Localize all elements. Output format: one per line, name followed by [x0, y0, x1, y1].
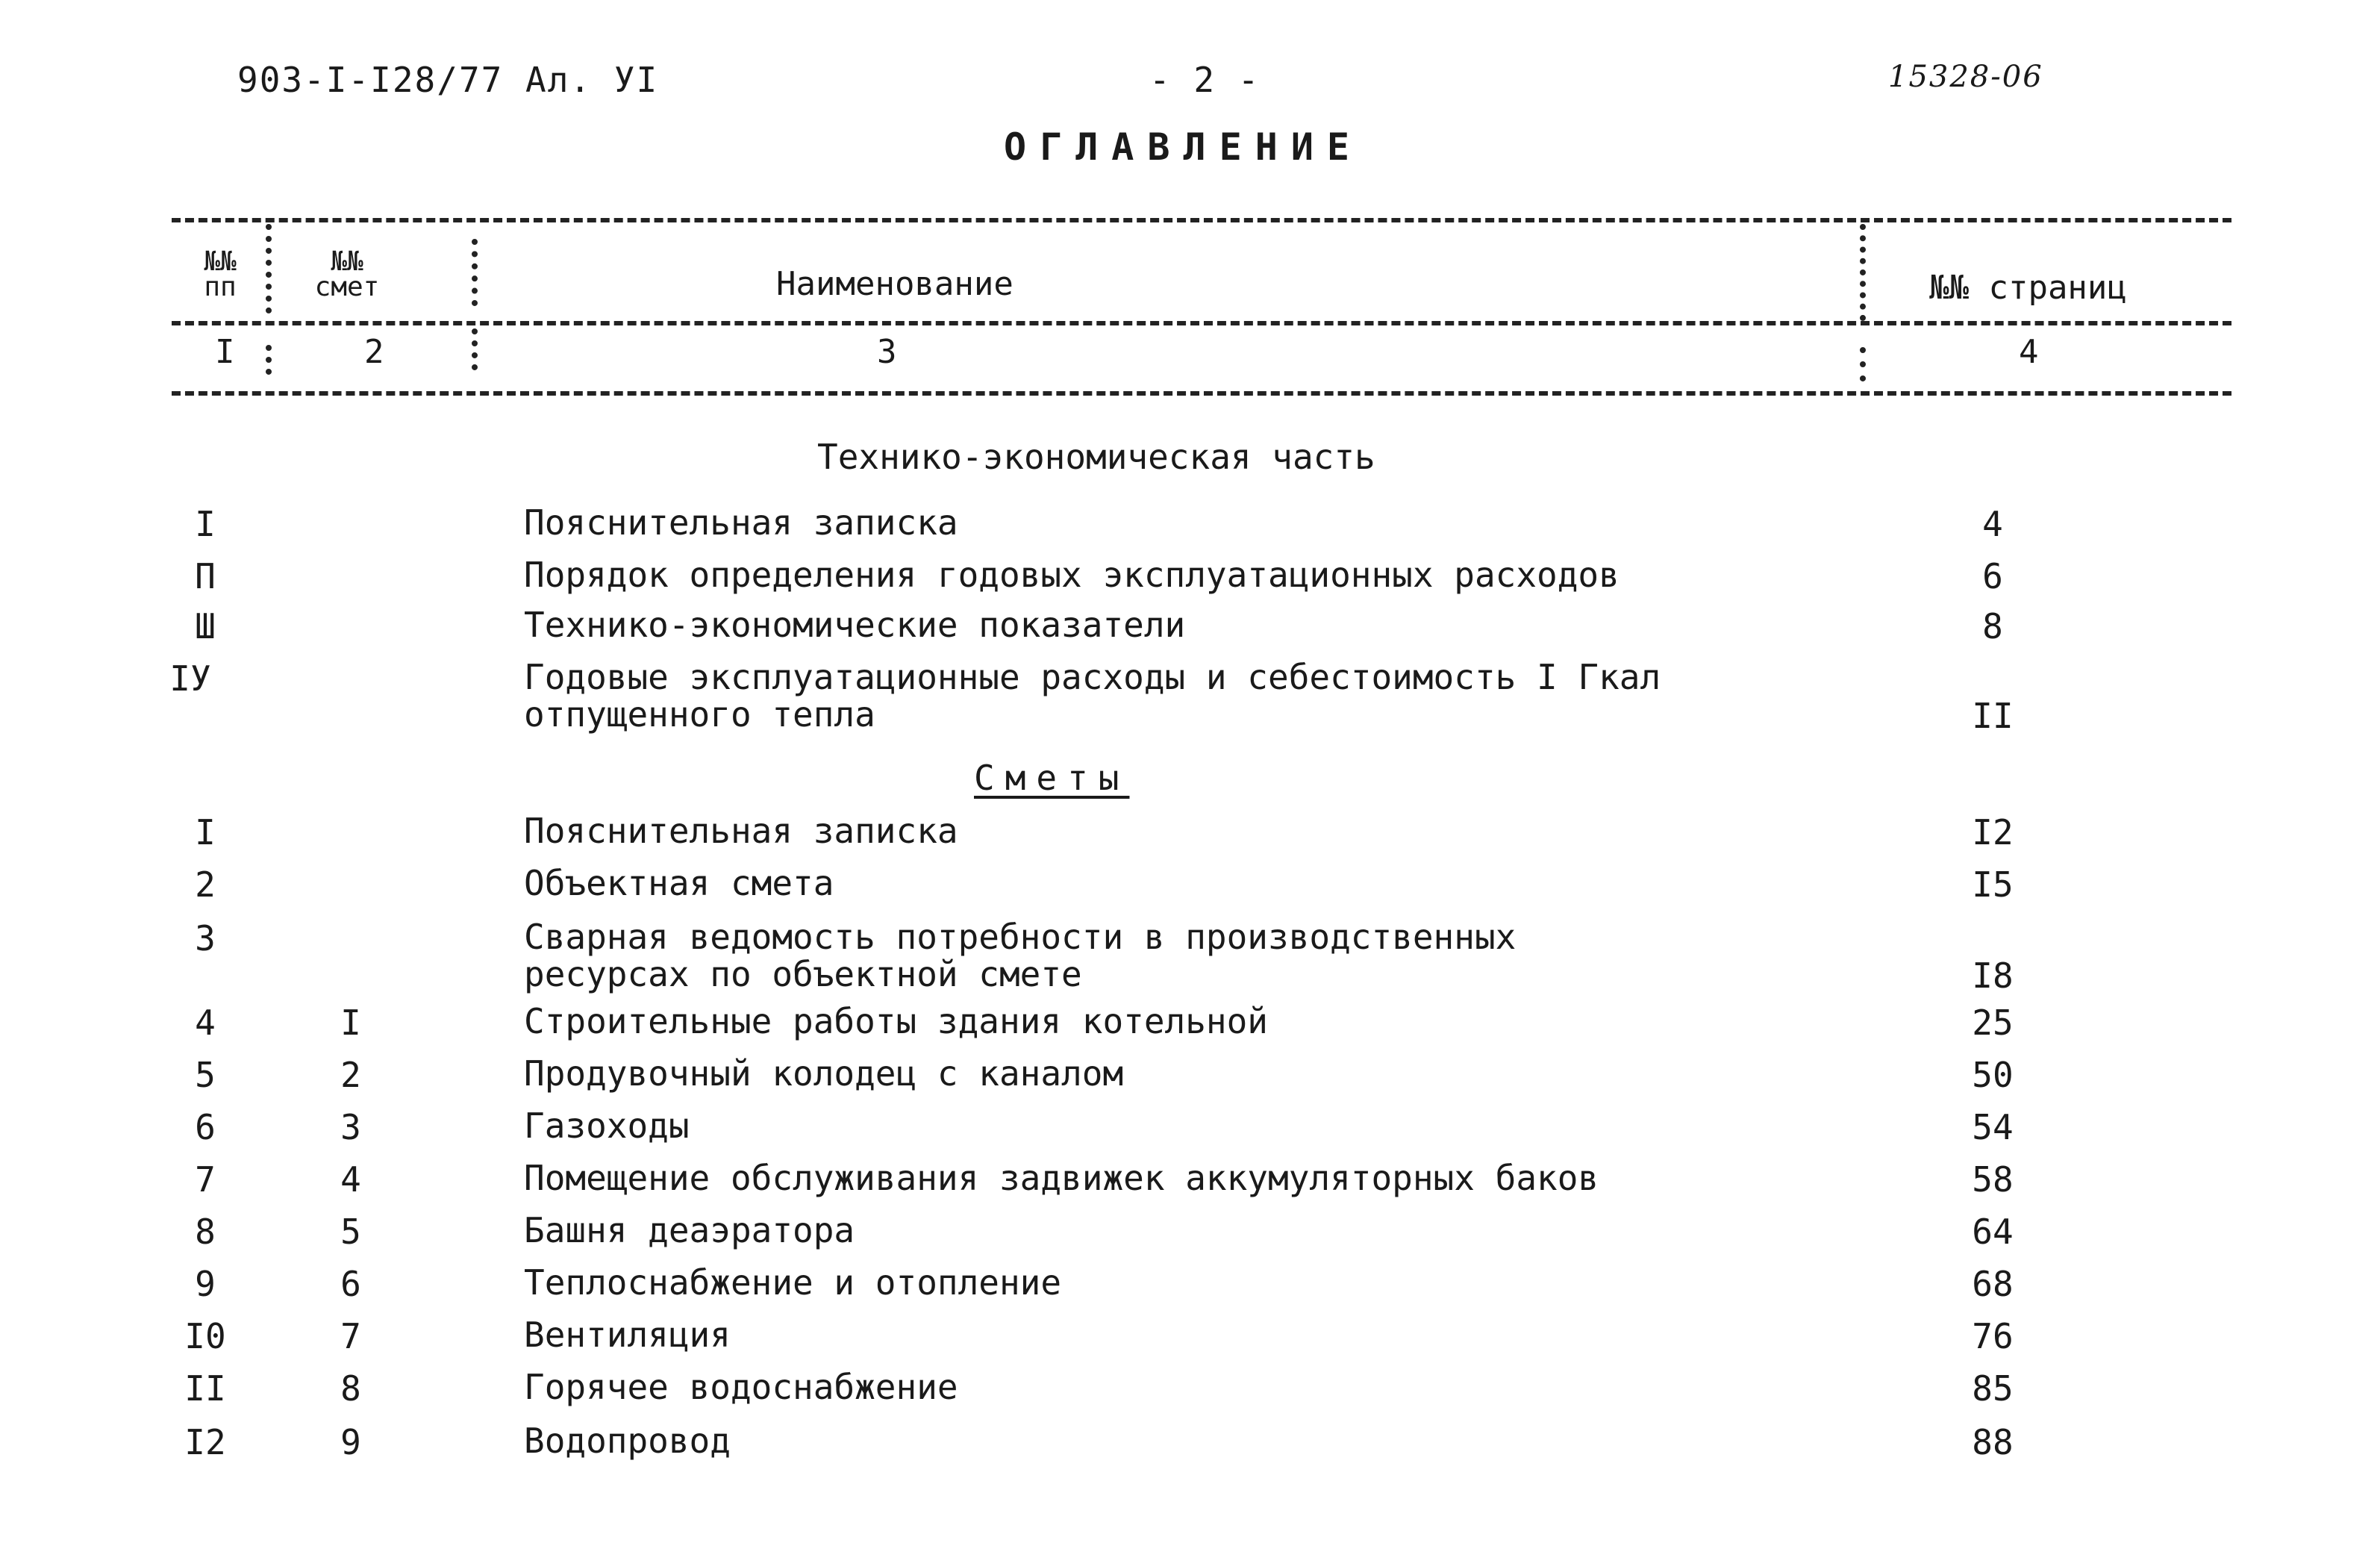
row-pp: 9 [195, 1264, 216, 1304]
row-name: Пояснительная записка [524, 502, 958, 543]
col-separator-1 [266, 224, 272, 314]
col-separator-3b [1860, 347, 1866, 381]
row-page: 76 [1972, 1316, 2014, 1356]
row-page: 50 [1972, 1055, 2014, 1095]
row-name: Водопровод [524, 1421, 731, 1461]
row-smeta: 9 [340, 1422, 361, 1462]
row-smeta: 8 [340, 1368, 361, 1409]
col-separator-3 [1860, 224, 1866, 321]
row-name: Строительные работы здания котельной [524, 1001, 1268, 1041]
section-title-technical: Технико-экономическая часть [817, 437, 1375, 477]
row-pp: 8 [195, 1212, 216, 1252]
col-header-smeta: №№ смет [314, 246, 380, 302]
col-number-3: 3 [877, 333, 897, 371]
row-pp: 4 [195, 1003, 216, 1043]
row-page: 4 [1982, 504, 2003, 544]
row-page: I8 [1972, 956, 2014, 996]
row-pp: 7 [195, 1159, 216, 1200]
row-smeta: 3 [340, 1107, 361, 1147]
row-page: I2 [1972, 812, 2014, 852]
document-code: 903-I-I28/77 Ал. УI [237, 60, 659, 100]
row-pp: П [195, 556, 216, 596]
row-name: Сварная ведомость потребности в производственных ресурсах по объектной смете [524, 917, 1517, 994]
row-page: II [1972, 696, 2014, 736]
row-name: Горячее водоснабжение [524, 1367, 958, 1407]
row-name: Продувочный колодец с каналом [524, 1053, 1124, 1094]
col-header-pages: №№ страниц [1929, 269, 2127, 307]
list-item [0, 918, 2380, 1008]
row-page: 85 [1972, 1368, 2014, 1409]
col-separator-1b [266, 345, 272, 375]
row-page: 88 [1972, 1422, 2014, 1462]
row-smeta: I [340, 1003, 361, 1043]
archive-code: 15328-06 [1888, 60, 2043, 94]
row-name: Вентиляция [524, 1315, 731, 1355]
row-smeta: 7 [340, 1316, 361, 1356]
row-page: 64 [1972, 1212, 2014, 1252]
col-header-name: Наименование [776, 265, 1013, 303]
col-separator-2b [472, 328, 478, 370]
header-top-rule [172, 218, 2231, 222]
row-pp: 3 [195, 918, 216, 958]
row-name: Порядок определения годовых эксплуатационных расходов [524, 555, 1620, 595]
row-smeta: 6 [340, 1264, 361, 1304]
row-name: Объектная смета [524, 863, 834, 903]
row-pp: II [184, 1368, 226, 1409]
col-number-4: 4 [2019, 333, 2039, 371]
row-pp: I2 [184, 1422, 226, 1462]
row-page: 8 [1982, 606, 2003, 646]
col-header-pp: №№ пп [204, 246, 237, 302]
row-page: 25 [1972, 1003, 2014, 1043]
page-number: - 2 - [1149, 60, 1261, 100]
row-pp: Ш [195, 606, 216, 646]
row-pp: I [195, 812, 216, 852]
list-item [0, 1422, 2380, 1512]
section-title-estimates: Сметы [974, 758, 1130, 798]
row-pp: 6 [195, 1107, 216, 1147]
row-page: 6 [1982, 556, 2003, 596]
row-pp: I [195, 504, 216, 544]
row-smeta: 2 [340, 1055, 361, 1095]
header-bottom-rule [172, 391, 2231, 396]
col-number-2: 2 [364, 333, 384, 371]
row-name: Башня деаэратора [524, 1210, 855, 1250]
row-page: 54 [1972, 1107, 2014, 1147]
row-pp: I0 [184, 1316, 226, 1356]
page-title: ОГЛАВЛЕНИЕ [1004, 125, 1364, 169]
row-name: Теплоснабжение и отопление [524, 1262, 1062, 1303]
row-page: 58 [1972, 1159, 2014, 1200]
col-number-1: I [215, 333, 235, 371]
row-name: Газоходы [524, 1106, 690, 1146]
row-name: Годовые эксплуатационные расходы и себестоимость I Гкал отпущенного тепла [524, 657, 1661, 735]
row-smeta: 5 [340, 1212, 361, 1252]
col-separator-2 [472, 239, 478, 306]
row-page: 68 [1972, 1264, 2014, 1304]
row-pp: IУ [169, 658, 211, 699]
row-page: I5 [1972, 864, 2014, 905]
row-name: Пояснительная записка [524, 811, 958, 851]
header-mid-rule [172, 321, 2231, 325]
row-pp: 5 [195, 1055, 216, 1095]
row-pp: 2 [195, 864, 216, 905]
row-name: Помещение обслуживания задвижек аккумуляторных баков [524, 1158, 1599, 1198]
row-smeta: 4 [340, 1159, 361, 1200]
row-name: Технико-экономические показатели [524, 605, 1186, 645]
list-item [0, 658, 2380, 748]
